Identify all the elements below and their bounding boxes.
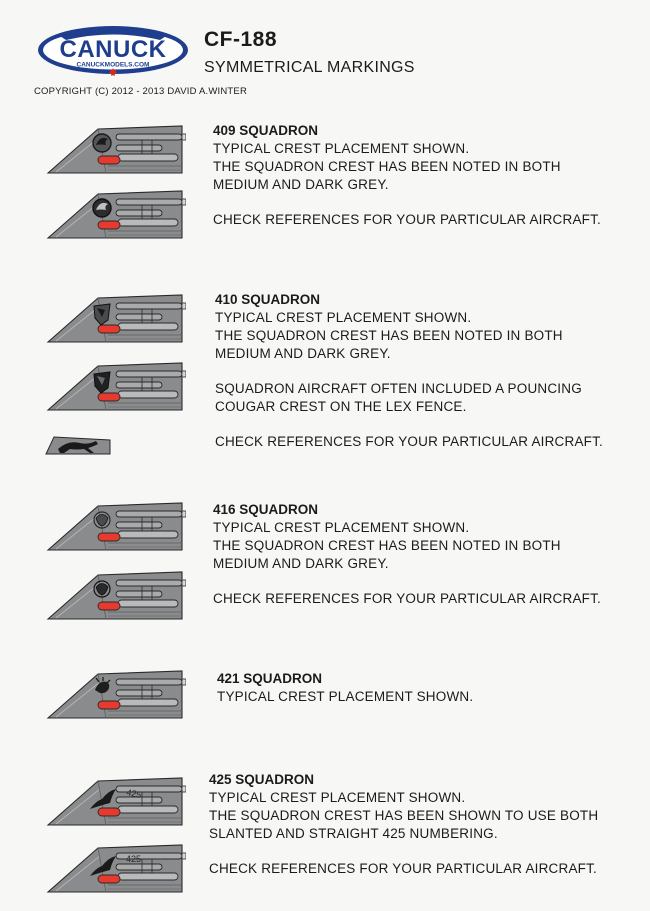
fin-416-dark bbox=[46, 569, 186, 621]
fin-421 bbox=[46, 668, 186, 720]
fin-416-medium bbox=[46, 500, 186, 552]
section-line: TYPICAL CREST PLACEMENT SHOWN. bbox=[213, 141, 470, 156]
section-line: THE SQUADRON CREST HAS BEEN NOTED IN BOTH bbox=[215, 328, 563, 343]
page-title: CF-188 bbox=[204, 28, 278, 51]
crest-409-icon bbox=[93, 199, 111, 217]
section-line: TYPICAL CREST PLACEMENT SHOWN. bbox=[213, 520, 470, 535]
crest-416-icon bbox=[94, 512, 110, 528]
fin-425-slanted bbox=[46, 775, 186, 827]
fin-409-dark bbox=[46, 188, 186, 240]
section-line bbox=[215, 416, 603, 433]
section-410 bbox=[215, 291, 603, 451]
section-425 bbox=[209, 771, 598, 878]
section-line: MEDIUM AND DARK GREY. bbox=[215, 346, 391, 361]
fin-410-dark bbox=[46, 360, 186, 412]
section-title: 425 SQUADRON bbox=[209, 772, 315, 787]
section-421 bbox=[217, 670, 473, 706]
section-line bbox=[209, 843, 598, 860]
fin-number-slanted: 425 bbox=[125, 787, 143, 801]
section-line bbox=[213, 194, 601, 211]
section-line: SQUADRON AIRCRAFT OFTEN INCLUDED A POUNCING bbox=[215, 381, 582, 396]
canuck-logo bbox=[36, 24, 190, 76]
fin-number-straight: 425 bbox=[126, 854, 142, 864]
crest-409-icon bbox=[93, 134, 111, 152]
section-line: MEDIUM AND DARK GREY. bbox=[213, 556, 389, 571]
section-title: 421 SQUADRON bbox=[217, 671, 323, 686]
section-line: THE SQUADRON CREST HAS BEEN NOTED IN BOTH bbox=[213, 159, 561, 174]
fin-425-straight bbox=[46, 842, 186, 894]
section-line: CHECK REFERENCES FOR YOUR PARTICULAR AIRCRAFT. bbox=[215, 434, 604, 449]
section-line: MEDIUM AND DARK GREY. bbox=[213, 177, 389, 192]
section-416 bbox=[213, 501, 601, 608]
section-line: TYPICAL CREST PLACEMENT SHOWN. bbox=[209, 790, 466, 805]
section-line: TYPICAL CREST PLACEMENT SHOWN. bbox=[217, 689, 474, 704]
section-409 bbox=[213, 122, 601, 229]
lex-fence-cougar bbox=[44, 434, 112, 456]
section-line bbox=[213, 573, 601, 590]
section-line: TYPICAL CREST PLACEMENT SHOWN. bbox=[215, 310, 472, 325]
copyright-notice: COPYRIGHT (C) 2012 - 2013 DAVID A.WINTER bbox=[34, 86, 248, 97]
section-line: SLANTED AND STRAIGHT 425 NUMBERING. bbox=[209, 826, 498, 841]
section-line: COUGAR CREST ON THE LEX FENCE. bbox=[215, 399, 467, 414]
section-title: 416 SQUADRON bbox=[213, 502, 319, 517]
section-line: CHECK REFERENCES FOR YOUR PARTICULAR AIRCRAFT. bbox=[209, 861, 598, 876]
section-title: 409 SQUADRON bbox=[213, 123, 319, 138]
section-line: THE SQUADRON CREST HAS BEEN SHOWN TO USE BOTH bbox=[209, 808, 599, 823]
section-title: 410 SQUADRON bbox=[215, 292, 321, 307]
section-line: THE SQUADRON CREST HAS BEEN NOTED IN BOTH bbox=[213, 538, 561, 553]
logo-url-text: CANUCKMODELS.COM bbox=[76, 61, 150, 69]
section-line: CHECK REFERENCES FOR YOUR PARTICULAR AIRCRAFT. bbox=[213, 591, 602, 606]
fin-410-medium bbox=[46, 292, 186, 344]
logo-brand-text: CANUCK bbox=[59, 36, 167, 63]
fin-409-medium bbox=[46, 123, 186, 175]
section-line bbox=[215, 363, 603, 380]
section-line: CHECK REFERENCES FOR YOUR PARTICULAR AIRCRAFT. bbox=[213, 212, 602, 227]
crest-416-icon bbox=[94, 581, 110, 597]
page-subtitle: SYMMETRICAL MARKINGS bbox=[204, 59, 415, 76]
